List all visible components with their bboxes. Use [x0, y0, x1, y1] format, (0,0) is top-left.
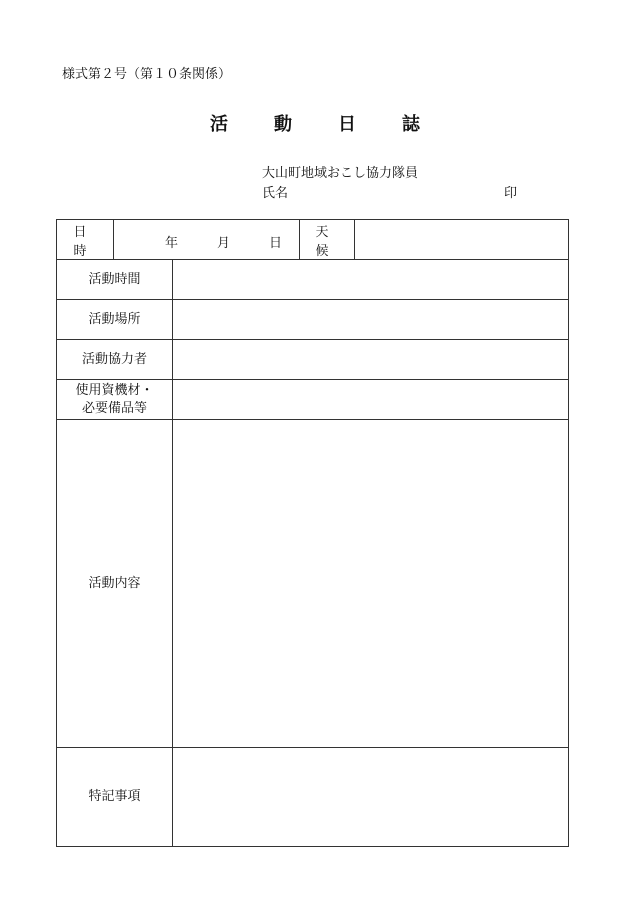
- activity-content-row: [57, 420, 569, 748]
- name-label: 氏名: [262, 186, 289, 201]
- seal-label: 印: [504, 186, 518, 201]
- date-row: [57, 220, 569, 260]
- equipment-row: [57, 380, 569, 420]
- organization-label: 大山町地域おこし協力隊員: [262, 166, 419, 181]
- month-label: 月: [217, 236, 231, 251]
- form-number: 様式第２号（第１０条関係）: [62, 67, 232, 82]
- activity-content-label: 活動内容: [57, 420, 173, 748]
- collaborators-row: [57, 340, 569, 380]
- collaborators-field[interactable]: [173, 340, 569, 380]
- collaborators-label: 活動協力者: [57, 340, 173, 380]
- equipment-label-line2: 必要備品等: [81, 400, 147, 416]
- activity-content-field[interactable]: [173, 420, 569, 748]
- year-label: 年: [165, 236, 179, 251]
- date-field[interactable]: [114, 220, 300, 260]
- notes-row: [57, 748, 569, 847]
- activity-diary-table: [56, 219, 569, 847]
- weather-label: 天 候: [300, 220, 355, 260]
- activity-time-field[interactable]: [173, 260, 569, 300]
- activity-place-field[interactable]: [173, 300, 569, 340]
- day-label: 日: [269, 236, 283, 251]
- activity-place-label: 活動場所: [57, 300, 173, 340]
- activity-time-label: 活動時間: [57, 260, 173, 300]
- weather-field[interactable]: [355, 220, 569, 260]
- document-title: 活 動 日 誌: [210, 114, 434, 135]
- equipment-label-line1: 使用資機材・: [75, 382, 154, 398]
- activity-place-row: [57, 300, 569, 340]
- activity-time-row: [57, 260, 569, 300]
- equipment-field[interactable]: [173, 380, 569, 420]
- date-label: 日 時: [57, 220, 114, 260]
- equipment-label: [57, 380, 173, 420]
- notes-label: 特記事項: [57, 748, 173, 847]
- notes-field[interactable]: [173, 748, 569, 847]
